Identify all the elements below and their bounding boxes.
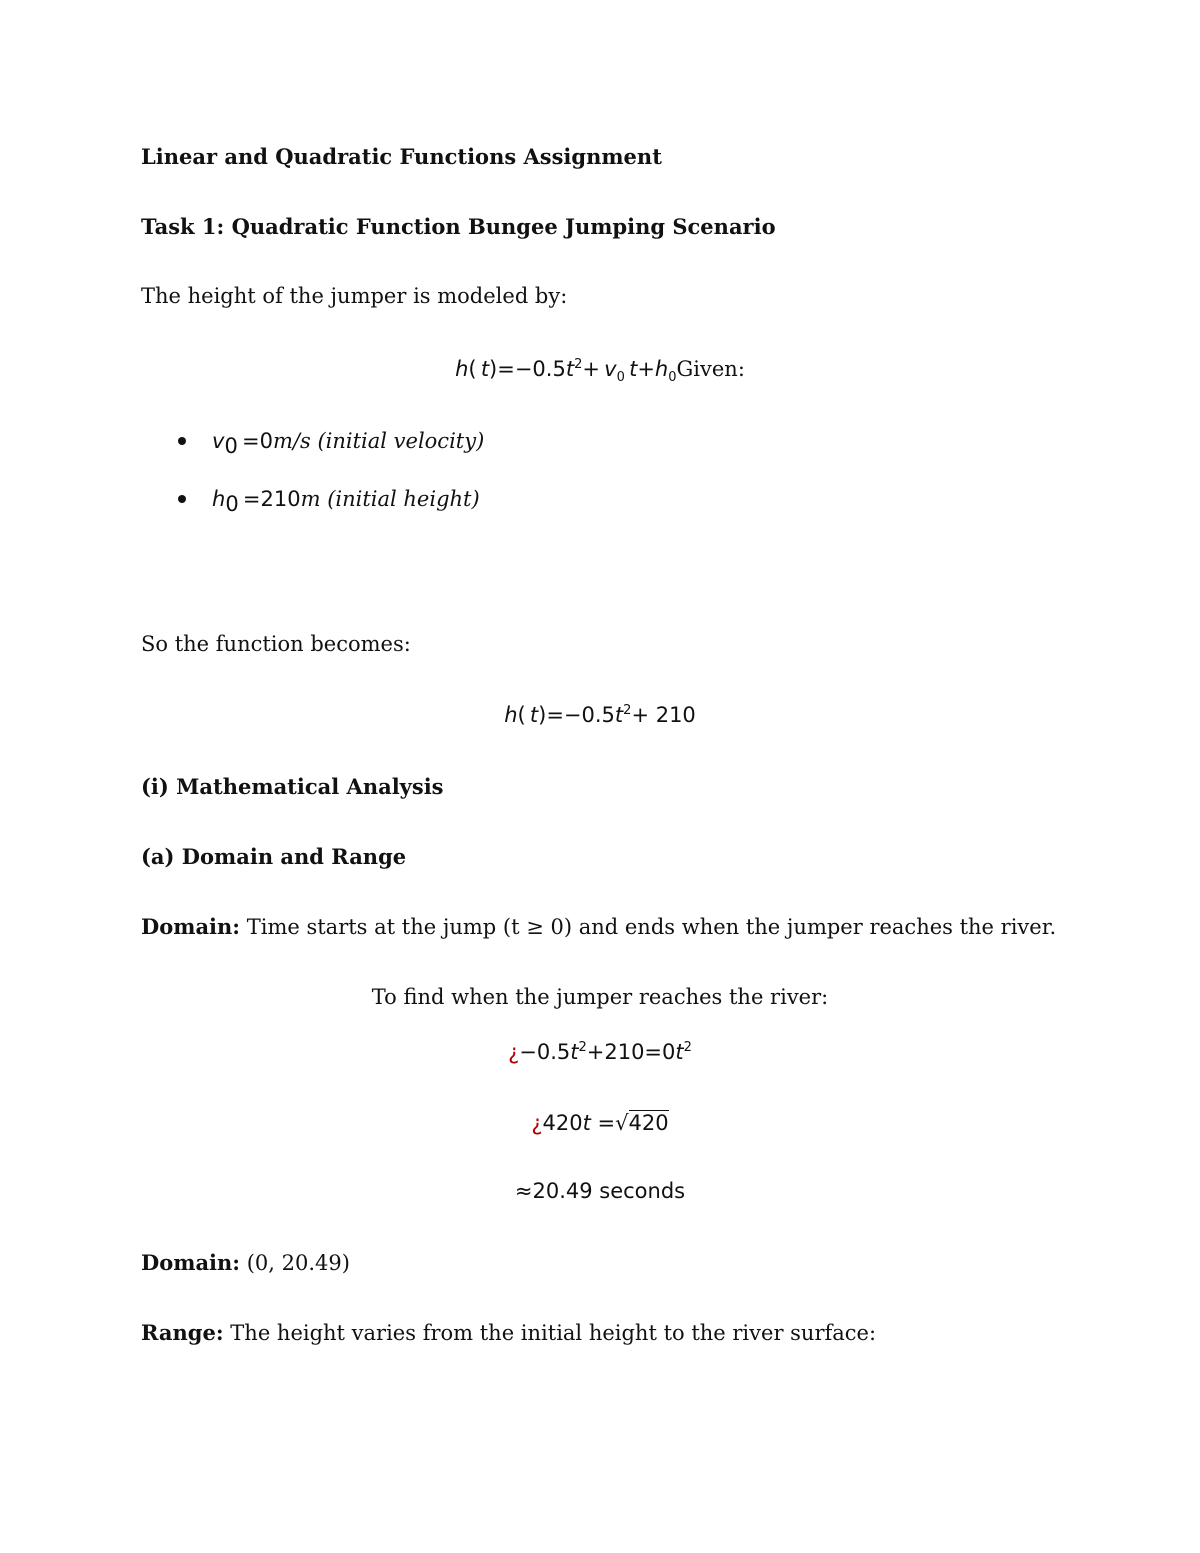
section-domain-range: (a) Domain and Range — [141, 844, 407, 869]
document-title: Linear and Quadratic Functions Assignment — [141, 144, 662, 169]
unknown-glyph: ¿ — [531, 1111, 543, 1135]
range-label: Range: — [141, 1320, 224, 1345]
domain-result-label: Domain: — [141, 1250, 241, 1275]
becomes-text: So the function becomes: — [141, 632, 411, 656]
function-equation: h( $t)=-0.5t^2+ 210$ — [504, 703, 696, 727]
domain-paragraph: Domain: Time starts at the jump (t ≥ 0) and ends when the jumper reaches the river. — [141, 914, 1057, 939]
find-river-text: To find when the jumper reaches the river: — [371, 985, 829, 1009]
bullet-marker — [178, 437, 186, 445]
section-mathematical-analysis: (i) Mathematical Analysis — [141, 774, 444, 799]
domain-label: Domain: — [141, 914, 241, 939]
approx-seconds: ≈20.49 seconds — [514, 1179, 686, 1203]
domain-result: Domain: (0, 20.49) — [141, 1250, 350, 1275]
bullet-initial-velocity: $v_0 =0m/s$ (initial velocity) — [212, 429, 485, 459]
range-paragraph: Range: The height varies from the initial height to the river surface: — [141, 1320, 877, 1345]
unknown-glyph: ¿ — [508, 1040, 520, 1064]
equation-step-2: ¿420t =√420 — [531, 1111, 669, 1135]
bullet-marker — [178, 495, 186, 503]
task-heading: Task 1: Quadratic Function Bungee Jumping Scenario — [141, 214, 776, 239]
radical-sign: √ — [615, 1111, 629, 1135]
equation-step-1: ¿$-0.5t^2+210=0t^2$ — [508, 1040, 692, 1064]
intro-text: The height of the jumper is modeled by: — [141, 284, 568, 308]
bullet-initial-height: $h_0 =210m$ (initial height) — [212, 487, 480, 517]
model-equation: h( $t)=-0.5t^2+ v_0$ $t+h_0Given$: — [455, 357, 745, 386]
